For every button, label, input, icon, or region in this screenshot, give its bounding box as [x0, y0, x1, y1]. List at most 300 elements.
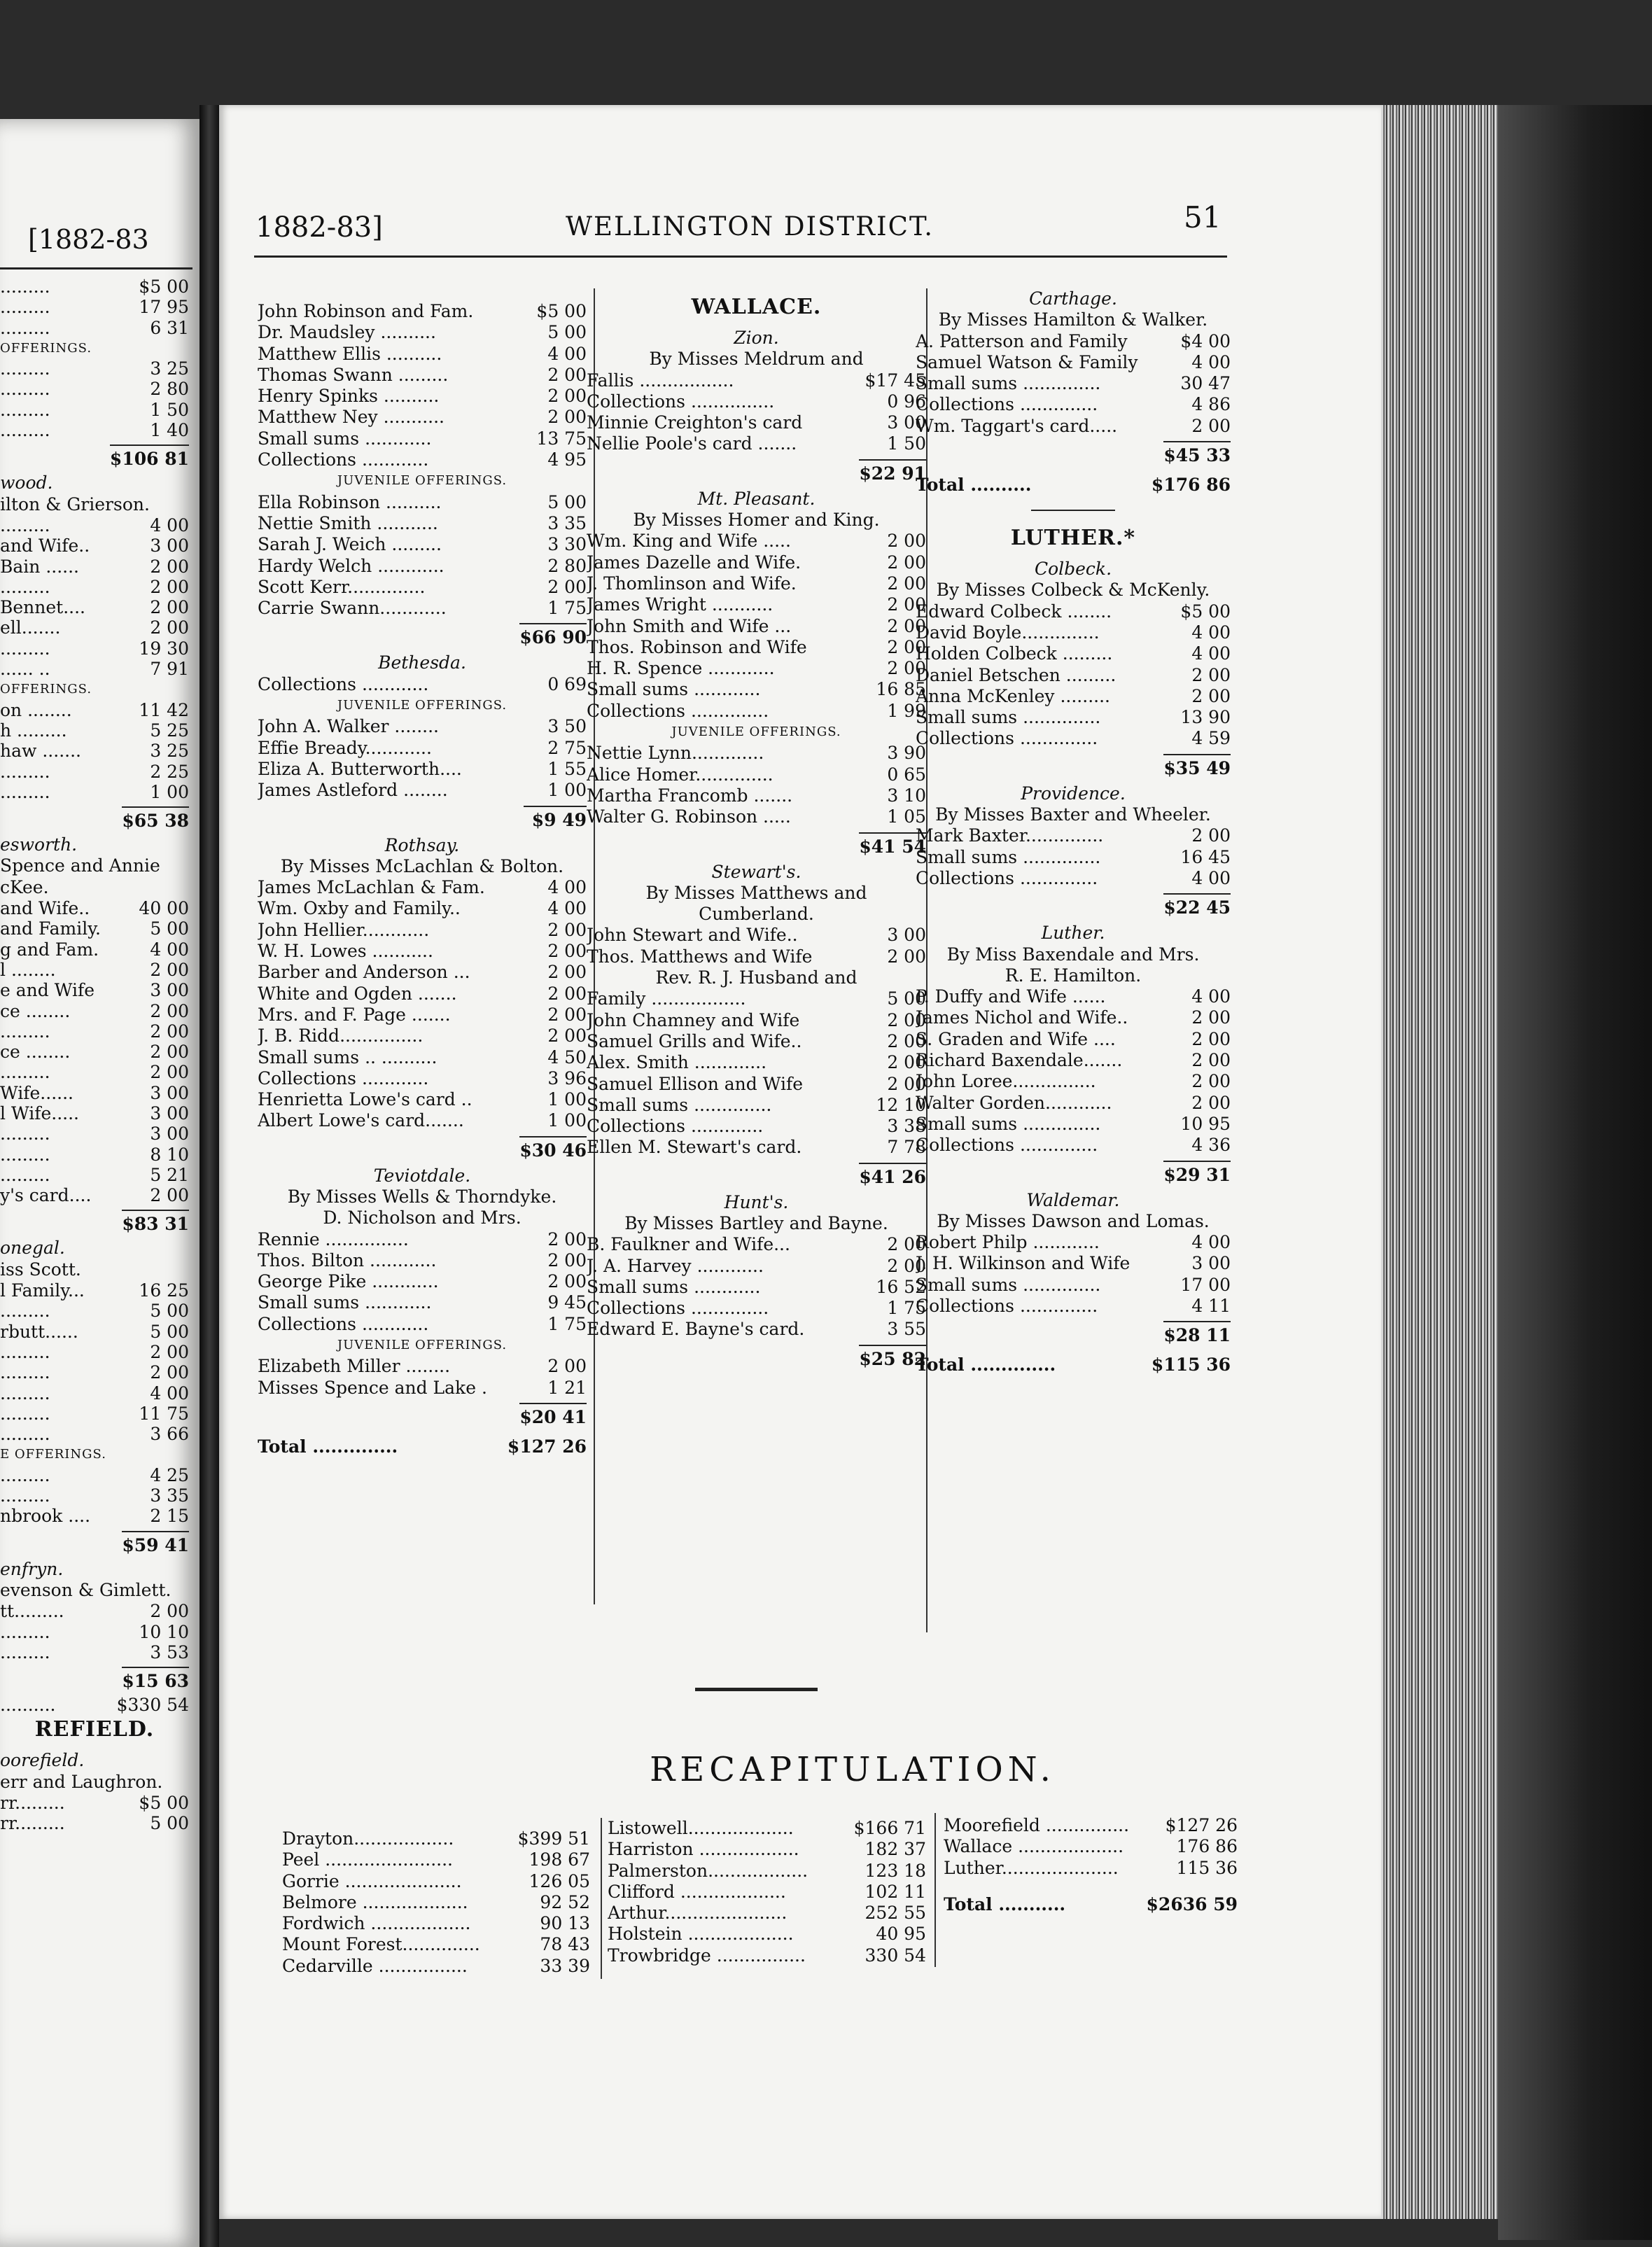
- collectors-line: ilton & Grierson.: [0, 493, 150, 514]
- column-1: [258, 301, 587, 1464]
- circuit-heading: REFIELD.: [34, 1717, 155, 1742]
- ledger-row: [0, 1424, 189, 1444]
- entry-amount: 2 00: [150, 1000, 189, 1021]
- entry-name: Martha Francomb .......: [587, 785, 793, 806]
- ledger-row: [258, 898, 587, 919]
- recap-appointment: Luther.....................: [944, 1857, 1119, 1878]
- entry-amount: 1 55: [547, 758, 587, 779]
- ledger-row: [258, 322, 587, 343]
- entry-amount: 19 30: [139, 638, 189, 659]
- collectors-line: By Misses Baxter and Wheeler.: [935, 804, 1211, 825]
- recap-row: [608, 1882, 926, 1903]
- entry-name: Barber and Anderson ...: [258, 962, 470, 983]
- collectors-line: Cumberland.: [699, 904, 814, 925]
- entry-amount: 4 00: [150, 939, 189, 960]
- entry-name: tt.........: [0, 1601, 64, 1622]
- subtotal-row: [587, 832, 926, 862]
- entry-name: ell.......: [0, 617, 61, 638]
- ledger-row: [0, 700, 189, 720]
- ledger-row: [916, 352, 1231, 373]
- entry-name: and Wife..: [0, 898, 90, 919]
- ledger-row: [587, 616, 926, 637]
- entry-name: P. Duffy and Wife ......: [916, 986, 1106, 1007]
- entry-name: David Boyle..............: [916, 622, 1100, 643]
- entry-amount: 1 00: [547, 1110, 587, 1131]
- appointment-heading: Bethesda.: [378, 652, 466, 673]
- entry-amount: $330 54: [116, 1695, 189, 1716]
- entry-name: ...... ..: [0, 659, 50, 680]
- recap-amount: 78 43: [540, 1934, 590, 1955]
- recap-amount: $166 71: [853, 1818, 926, 1838]
- entry-name: Fallis .................: [587, 370, 734, 391]
- subtotal-amount: $41 26: [859, 1163, 926, 1192]
- entry-name: Small sums ............: [258, 1292, 432, 1313]
- entry-amount: 2 00: [150, 597, 189, 618]
- entry-amount: 0 96: [887, 391, 926, 412]
- entry-name: Hardy Welch ............: [258, 555, 444, 576]
- entry-name: Collections ..............: [587, 1298, 769, 1319]
- appointment-heading: Waldemar.: [1026, 1189, 1120, 1210]
- subtotal-row: [916, 893, 1231, 923]
- ledger-row: [258, 407, 587, 428]
- total-label: Total ..............: [916, 1354, 1056, 1376]
- entry-name: Bain ......: [0, 556, 80, 577]
- ledger-row: [0, 1144, 189, 1165]
- entry-amount: 4 00: [547, 898, 587, 919]
- appointment-heading: oorefield.: [0, 1750, 85, 1771]
- entry-amount: 2 75: [547, 737, 587, 758]
- entry-name: Small sums .. ..........: [258, 1046, 438, 1068]
- ledger-row: [916, 1232, 1231, 1253]
- entry-amount: 2 00: [150, 1362, 189, 1383]
- recap-row: [608, 1839, 926, 1860]
- column-2: [587, 293, 926, 1374]
- entry-amount: 2 00: [150, 576, 189, 597]
- entry-name: Small sums ............: [258, 428, 432, 449]
- entry-name: Collections ..............: [916, 867, 1098, 888]
- entry-name: Small sums ..............: [916, 1274, 1101, 1295]
- recap-amount: 115 36: [1176, 1857, 1238, 1878]
- entry-amount: 2 80: [547, 555, 587, 576]
- appointment-heading: Rothsay.: [384, 834, 460, 855]
- ledger-row: [258, 1378, 587, 1399]
- entry-amount: $5 00: [139, 1793, 189, 1813]
- appointment-heading: esworth.: [0, 834, 78, 855]
- ledger-row: [916, 686, 1231, 707]
- ledger-row: [0, 617, 189, 638]
- entry-name: .........: [0, 297, 50, 318]
- entry-name: John Robinson and Fam.: [258, 301, 474, 321]
- entry-amount: 3 96: [547, 1068, 587, 1088]
- ledger-row: [0, 1485, 189, 1506]
- entry-amount: 2 00: [887, 946, 926, 967]
- ledger-row: [0, 1322, 189, 1342]
- entry-amount: 2 00: [1191, 1050, 1231, 1071]
- entry-name: haw .......: [0, 741, 81, 762]
- ledger-row: [258, 534, 587, 555]
- entry-name: Ellen M. Stewart's card.: [587, 1137, 802, 1158]
- entry-amount: 3 38: [887, 1116, 926, 1137]
- ledger-row: [587, 552, 926, 573]
- entry-name: Samuel Watson & Family: [916, 351, 1138, 372]
- entry-name: Samuel Ellison and Wife: [587, 1073, 803, 1094]
- entry-amount: 2 00: [150, 1601, 189, 1622]
- entry-name: Samuel Grills and Wife..: [587, 1030, 802, 1051]
- entry-amount: 4 11: [1191, 1295, 1231, 1316]
- entry-amount: 4 00: [547, 343, 587, 364]
- ledger-row: [916, 1296, 1231, 1317]
- ledger-row: [916, 1135, 1231, 1156]
- ledger-row: [587, 1256, 926, 1277]
- book-gutter: [200, 105, 219, 2247]
- ledger-row: [587, 370, 926, 391]
- entry-amount: 10 10: [139, 1621, 189, 1642]
- collectors-line: Rev. R. J. Husband and: [655, 967, 858, 988]
- entry-amount: 17 95: [139, 297, 189, 318]
- entry-name: on ........: [0, 699, 72, 720]
- ledger-row: [258, 877, 587, 898]
- entry-name: James Wright ...........: [587, 594, 774, 615]
- entry-amount: 2 00: [547, 386, 587, 407]
- entry-amount: 1 75: [547, 598, 587, 619]
- recap-appointment: Mount Forest..............: [282, 1934, 480, 1955]
- entry-name: Mark Baxter..............: [916, 825, 1104, 846]
- ledger-row: [0, 1083, 189, 1103]
- ledger-row: [258, 1271, 587, 1292]
- ledger-row: [0, 1793, 189, 1813]
- entry-name: rr.........: [0, 1813, 65, 1834]
- entry-amount: 2 00: [887, 1052, 926, 1073]
- entry-amount: 2 00: [547, 364, 587, 385]
- ledger-row: [916, 1050, 1231, 1071]
- entry-amount: 13 75: [536, 428, 587, 449]
- ledger-row: [258, 513, 587, 534]
- ledger-row: [258, 716, 587, 737]
- entry-amount: 5 00: [547, 491, 587, 512]
- subtotal-row: [587, 1163, 926, 1192]
- ledger-row: [0, 577, 189, 597]
- ledger-row: [0, 1622, 189, 1642]
- ledger-row: [0, 276, 189, 297]
- recap-appointment: Trowbridge ................: [608, 1945, 806, 1966]
- entry-name: Anna McKenley .........: [916, 685, 1110, 706]
- ledger-row: [587, 764, 926, 785]
- entry-name: Collections ..............: [916, 1295, 1098, 1316]
- ledger-row: [916, 847, 1231, 868]
- recap-amount: 126 05: [528, 1870, 590, 1891]
- entry-amount: 3 00: [150, 980, 189, 1001]
- recap-appointment: Arthur......................: [608, 1903, 788, 1924]
- ledger-row: [587, 988, 926, 1009]
- left-page-column: [0, 276, 189, 1834]
- appointment-heading: Colbeck.: [1034, 559, 1112, 580]
- collectors-line: err and Laughron.: [0, 1771, 163, 1792]
- entry-amount: 2 00: [150, 1021, 189, 1042]
- entry-name: Walter Gorden............: [916, 1092, 1112, 1113]
- subtotal-amount: $15 63: [122, 1667, 189, 1695]
- entry-name: l ........: [0, 959, 56, 980]
- recap-amount: 252 55: [864, 1903, 926, 1924]
- entry-name: Thos. Robinson and Wife: [587, 636, 807, 657]
- entry-name: Wm. Oxby and Family..: [258, 898, 461, 919]
- ledger-row: [916, 1007, 1231, 1028]
- entry-amount: 16 45: [1180, 846, 1231, 867]
- entry-name: l Wife.....: [0, 1102, 79, 1124]
- ledger-row: [916, 1093, 1231, 1114]
- ledger-row: [916, 986, 1231, 1007]
- subtotal-row: [0, 806, 189, 834]
- ledger-row: [0, 297, 189, 317]
- ledger-row: [0, 1465, 189, 1485]
- entry-name: Bennet....: [0, 597, 85, 618]
- entry-name: Henry Spinks ..........: [258, 386, 440, 407]
- recap-row: [608, 1945, 926, 1966]
- entry-amount: 2 00: [887, 1073, 926, 1094]
- entry-name: Henrietta Lowe's card ..: [258, 1089, 472, 1110]
- subtotal-amount: $45 33: [1163, 441, 1231, 470]
- ledger-row: [0, 515, 189, 536]
- recap-row: [282, 1934, 590, 1955]
- entry-amount: 2 00: [887, 636, 926, 657]
- ledger-row: [258, 492, 587, 513]
- entry-amount: 3 00: [150, 1082, 189, 1103]
- recap-divider: [601, 1818, 602, 1979]
- ledger-row: [0, 1383, 189, 1404]
- entry-name: .........: [0, 317, 50, 338]
- ledger-row: [587, 531, 926, 552]
- entry-amount: 4 25: [150, 1464, 189, 1485]
- total-amount: $176 86: [1151, 475, 1231, 496]
- entry-name: Edward E. Bayne's card.: [587, 1319, 805, 1340]
- collectors-line: By Misses Matthews and: [645, 882, 867, 903]
- entry-name: J. H. Wilkinson and Wife: [916, 1253, 1130, 1274]
- ledger-row: [587, 946, 926, 967]
- entry-amount: 3 00: [150, 1102, 189, 1124]
- collectors-line: By Misses Hamilton & Walker.: [938, 309, 1208, 330]
- entry-amount: 4 00: [150, 514, 189, 536]
- offerings-heading: JUVENILE OFFERINGS.: [671, 724, 841, 740]
- ledger-row: [587, 433, 926, 454]
- ledger-row: [0, 898, 189, 918]
- entry-name: Alex. Smith .............: [587, 1052, 767, 1073]
- ledger-row: [258, 344, 587, 365]
- entry-amount: 3 35: [547, 512, 587, 533]
- collectors-line: By Misses McLachlan & Bolton.: [280, 855, 564, 876]
- entry-amount: 4 00: [1191, 986, 1231, 1007]
- entry-name: l Family...: [0, 1280, 85, 1301]
- entry-amount: 5 00: [150, 1301, 189, 1322]
- entry-name: Thos. Bilton ............: [258, 1250, 437, 1270]
- entry-name: Elizabeth Miller ........: [258, 1356, 451, 1377]
- ledger-row: [587, 391, 926, 412]
- entry-amount: 2 00: [1191, 685, 1231, 706]
- entry-amount: 2 00: [887, 1009, 926, 1030]
- entry-name: John Hellier............: [258, 919, 430, 940]
- appointment-heading: Teviotdale.: [373, 1165, 471, 1186]
- entry-amount: 17 00: [1180, 1274, 1231, 1295]
- collectors-line: Spence and Annie: [0, 855, 160, 876]
- entry-name: Wife......: [0, 1082, 74, 1103]
- ledger-row: [258, 1292, 587, 1313]
- subtotal-row: [916, 1321, 1231, 1350]
- ledger-row: [0, 659, 189, 679]
- recap-appointment: Moorefield ...............: [944, 1815, 1130, 1835]
- entry-amount: 2 00: [547, 983, 587, 1004]
- entry-amount: 2 00: [547, 1356, 587, 1377]
- ledger-row: [587, 1052, 926, 1073]
- ledger-row: [258, 759, 587, 780]
- total-row: [916, 475, 1231, 503]
- ledger-row: [258, 780, 587, 801]
- entry-name: Richard Baxendale.......: [916, 1050, 1123, 1071]
- offerings-heading: E OFFERINGS.: [0, 1447, 106, 1462]
- offerings-heading: JUVENILE OFFERINGS.: [337, 473, 507, 489]
- entry-name: Mrs. and F. Page .......: [258, 1004, 451, 1025]
- entry-name: ce ........: [0, 1000, 71, 1021]
- entry-name: .........: [0, 1362, 50, 1383]
- entry-amount: 5 21: [150, 1164, 189, 1185]
- recap-row: [608, 1903, 926, 1924]
- ledger-row: [0, 597, 189, 617]
- collectors-line: cKee.: [0, 876, 49, 897]
- appointment-heading: Hunt's.: [724, 1191, 789, 1212]
- ledger-row: [0, 762, 189, 782]
- recap-column-2: [608, 1818, 926, 1966]
- subtotal-row: [587, 1345, 926, 1374]
- appointment-heading: Zion.: [734, 328, 779, 348]
- ledger-row: [258, 1356, 587, 1377]
- offerings-heading: JUVENILE OFFERINGS.: [337, 698, 507, 713]
- page-year: 1882-83]: [255, 211, 383, 244]
- subtotal-row: [258, 806, 587, 835]
- appointment-heading: wood.: [0, 472, 53, 493]
- subtotal-amount: $28 11: [1163, 1321, 1231, 1350]
- subtotal-row: [916, 754, 1231, 783]
- entry-amount: 4 00: [547, 877, 587, 898]
- section-rule: [1031, 510, 1115, 511]
- ledger-row: [0, 1042, 189, 1062]
- entry-amount: 2 00: [887, 615, 926, 636]
- entry-amount: 3 00: [887, 412, 926, 433]
- entry-amount: 2 00: [150, 1042, 189, 1063]
- entry-amount: 2 00: [1191, 664, 1231, 685]
- entry-amount: 1 50: [887, 433, 926, 454]
- entry-amount: 1 99: [887, 700, 926, 721]
- appointment-heading: enfryn.: [0, 1558, 64, 1579]
- entry-name: Robert Philp ............: [916, 1232, 1100, 1253]
- ledger-row: [258, 365, 587, 386]
- subtotal-amount: $83 31: [122, 1210, 189, 1238]
- subtotal-amount: $35 49: [1163, 754, 1231, 783]
- ledger-row: [0, 939, 189, 960]
- entry-amount: 2 00: [887, 594, 926, 615]
- subtotal-row: [0, 1667, 189, 1695]
- entry-name: John Smith and Wife ...: [587, 615, 792, 636]
- recap-appointment: Palmerston..................: [608, 1860, 808, 1881]
- ledger-row: [0, 720, 189, 741]
- entry-name: John A. Walker ........: [258, 716, 440, 737]
- offerings-heading: OFFERINGS.: [0, 682, 92, 697]
- entry-amount: 1 05: [887, 806, 926, 827]
- ledger-row: [0, 1301, 189, 1321]
- ledger-row: [916, 665, 1231, 686]
- ledger-row: [258, 1047, 587, 1068]
- entry-amount: 12 10: [876, 1094, 926, 1115]
- entry-amount: 4 00: [1191, 351, 1231, 372]
- ledger-row: [258, 983, 587, 1004]
- ledger-row: [0, 1280, 189, 1301]
- recap-appointment: Fordwich ..................: [282, 1913, 471, 1934]
- entry-name: .........: [0, 1341, 50, 1362]
- entry-amount: 2 00: [547, 962, 587, 983]
- entry-amount: 5 00: [150, 1321, 189, 1342]
- recap-appointment: Clifford ...................: [608, 1881, 786, 1902]
- entry-name: Matthew Ney ...........: [258, 407, 444, 428]
- recap-appointment: Holstein ...................: [608, 1924, 794, 1945]
- ledger-row: [258, 556, 587, 577]
- entry-amount: 2 00: [547, 919, 587, 940]
- entry-name: Effie Bready............: [258, 737, 432, 758]
- entry-name: Thos. Matthews and Wife: [587, 946, 813, 967]
- ledger-row: [0, 318, 189, 338]
- recap-row: [944, 1836, 1238, 1857]
- ledger-row: [587, 679, 926, 700]
- recap-title: RECAPITULATION.: [650, 1750, 1056, 1789]
- entry-amount: 0 65: [887, 764, 926, 785]
- page-number: 51: [1184, 200, 1222, 234]
- subtotal-amount: $22 45: [1163, 893, 1231, 923]
- entry-amount: 3 53: [150, 1642, 189, 1662]
- subtotal-row: [0, 444, 189, 472]
- entry-name: Misses Spence and Lake .: [258, 1377, 487, 1398]
- entry-name: George Pike ............: [258, 1271, 439, 1292]
- recap-amount: $399 51: [517, 1828, 590, 1849]
- ledger-row: [0, 1642, 189, 1662]
- entry-name: y's card....: [0, 1185, 92, 1206]
- entry-name: Small sums ..............: [916, 1113, 1101, 1134]
- entry-name: Minnie Creighton's card: [587, 412, 803, 433]
- collectors-line: By Misses Colbeck & McKenly.: [936, 580, 1210, 601]
- entry-name: Small sums ............: [587, 1276, 761, 1297]
- subtotal-row: [258, 623, 587, 652]
- entry-name: Small sums ..............: [916, 707, 1101, 728]
- entry-amount: 16 52: [876, 1276, 926, 1297]
- entry-name: Carrie Swann............: [258, 598, 447, 619]
- entry-amount: 2 00: [887, 573, 926, 594]
- recap-row: [944, 1858, 1238, 1879]
- entry-amount: 1 21: [547, 1377, 587, 1398]
- entry-amount: 2 00: [1191, 415, 1231, 436]
- ledger-row: [0, 536, 189, 556]
- ledger-row: [916, 868, 1231, 889]
- recap-column-3: [944, 1815, 1238, 1922]
- entry-name: W. H. Lowes ...........: [258, 941, 433, 962]
- entry-amount: 4 00: [150, 1382, 189, 1404]
- ledger-row: [0, 1404, 189, 1424]
- entry-name: James Dazelle and Wife.: [587, 552, 802, 573]
- ledger-row: [0, 638, 189, 659]
- entry-amount: 7 78: [887, 1137, 926, 1158]
- entry-amount: 4 00: [1191, 622, 1231, 643]
- entry-name: .........: [0, 276, 50, 297]
- recap-row: [282, 1871, 590, 1892]
- entry-name: .........: [0, 781, 50, 802]
- ledger-row: [916, 825, 1231, 846]
- ledger-row: [258, 941, 587, 962]
- entry-name: Wm. Taggart's card.....: [916, 415, 1118, 436]
- entry-amount: 2 00: [547, 1026, 587, 1046]
- ledger-row: [258, 449, 587, 470]
